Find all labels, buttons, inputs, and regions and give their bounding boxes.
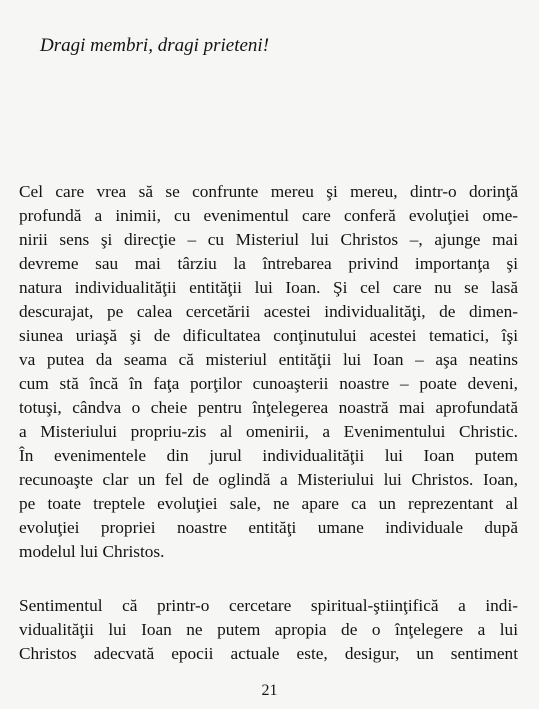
page-number: 21	[261, 682, 278, 699]
paragraph-1-line-7: siunea uriaşă şi de dificultatea conţinutului acestei tematici, îşi	[19, 326, 518, 345]
paragraph-1-line-3: nirii sens şi direcţie – cu Misteriul lui Christos –, ajunge mai	[19, 230, 518, 249]
paragraph-3-line-3: Christos adecvată epocii actuale este, desigur, un sentiment	[19, 644, 518, 663]
paragraph-3-line-2: vidualităţii lui Ioan ne putem apropia de o înţelegere a lui	[19, 620, 518, 639]
paragraph-1-line-11: a Misteriului propriu-zis al omenirii, a Evenimentului Christic.	[19, 422, 518, 441]
paragraph-1-line-8: va putea da seama că misteriul entităţii lui Ioan – aşa neatins	[19, 350, 518, 369]
paragraph-1-line-10: totuşi, cândva o cheie pentru înţelegerea noastră mai aprofundată	[19, 398, 518, 417]
paragraph-2-line-3: pe toate treptele evoluţiei sale, ne apare ca un reprezentant al	[19, 494, 518, 513]
paragraph-2-line-5: modelul lui Christos.	[19, 542, 165, 561]
paragraph-2-line-2: recunoaşte clar un fel de oglindă a Misteriului lui Christos. Ioan,	[19, 470, 518, 489]
greeting-heading: Dragi membri, dragi prieteni!	[40, 35, 270, 56]
paragraph-1-line-2: profundă a inimii, cu evenimentul care conferă evoluţiei ome-	[19, 206, 518, 225]
paragraph-1-line-1: Cel care vrea să se confrunte mereu şi mereu, dintr-o dorinţă	[19, 182, 518, 201]
paragraph-1-line-6: descurajat, pe calea cercetării acestei individualităţi, de dimen-	[19, 302, 518, 321]
paragraph-1-line-9: cum stă încă în faţa porţilor cunoaşterii noastre – poate deveni,	[19, 374, 518, 393]
paragraph-1-line-5: natura individualităţii entităţii lui Ioan. Şi cel care nu se lasă	[19, 278, 518, 297]
paragraph-2-line-1: În evenimentele din jurul individualităţii lui Ioan putem	[19, 446, 518, 465]
paragraph-1-line-4: devreme sau mai târziu la întrebarea privind importanţa şi	[19, 254, 518, 273]
paragraph-3-line-1: Sentimentul că printr-o cercetare spiritual-ştiinţifică a indi-	[19, 596, 518, 615]
paragraph-2-line-4: evoluţiei propriei noastre entităţi umane individuale după	[19, 518, 518, 537]
